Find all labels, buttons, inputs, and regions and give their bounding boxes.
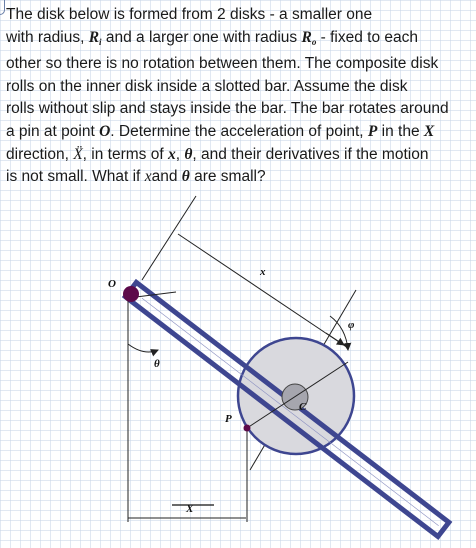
label-X: X	[186, 503, 194, 515]
radius-ri-symbol: $R_i$	[88, 28, 102, 47]
label-phi: φ	[348, 319, 355, 331]
problem-line-1: The disk below is formed from 2 disks - a smaller one	[6, 6, 373, 23]
phi-arc	[330, 316, 348, 350]
x-double-dot-symbol: Ẍ	[73, 145, 83, 163]
label-o: O	[108, 278, 116, 290]
problem-line-2: with radius, $R_i$ and a larger one with radius $R_o$ - fixed to each	[6, 28, 418, 47]
label-theta: θ	[154, 358, 160, 370]
axis-x-symbol: X	[423, 122, 435, 140]
var-theta-symbol: θ	[184, 145, 193, 163]
radius-ro-symbol: $R_o$	[301, 28, 317, 47]
bar-reference-line	[142, 196, 196, 280]
point-p-symbol: P	[367, 122, 378, 140]
point-o-symbol: O	[99, 122, 111, 140]
problem-line-3: other so there is no rotation between them. The composite disk	[6, 55, 439, 73]
var-x-symbol: x	[167, 145, 176, 163]
pin-o	[123, 286, 139, 302]
slotted-bar	[125, 282, 449, 536]
x-dimension-arrow	[326, 333, 344, 345]
label-x: x	[260, 266, 266, 278]
var-x-symbol-2: x	[144, 168, 152, 186]
label-c: C	[299, 401, 307, 413]
problem-line-4: rolls on the inner disk inside a slotted bar. Assume the disk	[6, 77, 408, 95]
label-p: P	[225, 413, 232, 425]
problem-line-8: is not small. What if xand θ are small?	[6, 168, 266, 186]
theta-arc	[128, 344, 158, 352]
point-p-marker	[244, 425, 251, 432]
problem-line-6: a pin at point O. Determine the acceleration of point, P in the X	[6, 122, 435, 140]
problem-line-5: rolls without slip and stays inside the bar. The bar rotates around	[6, 100, 449, 118]
problem-line-7: direction, Ẍ, in terms of x, θ, and their derivatives if the motion	[6, 145, 429, 163]
var-theta-symbol-2: θ	[181, 168, 190, 186]
